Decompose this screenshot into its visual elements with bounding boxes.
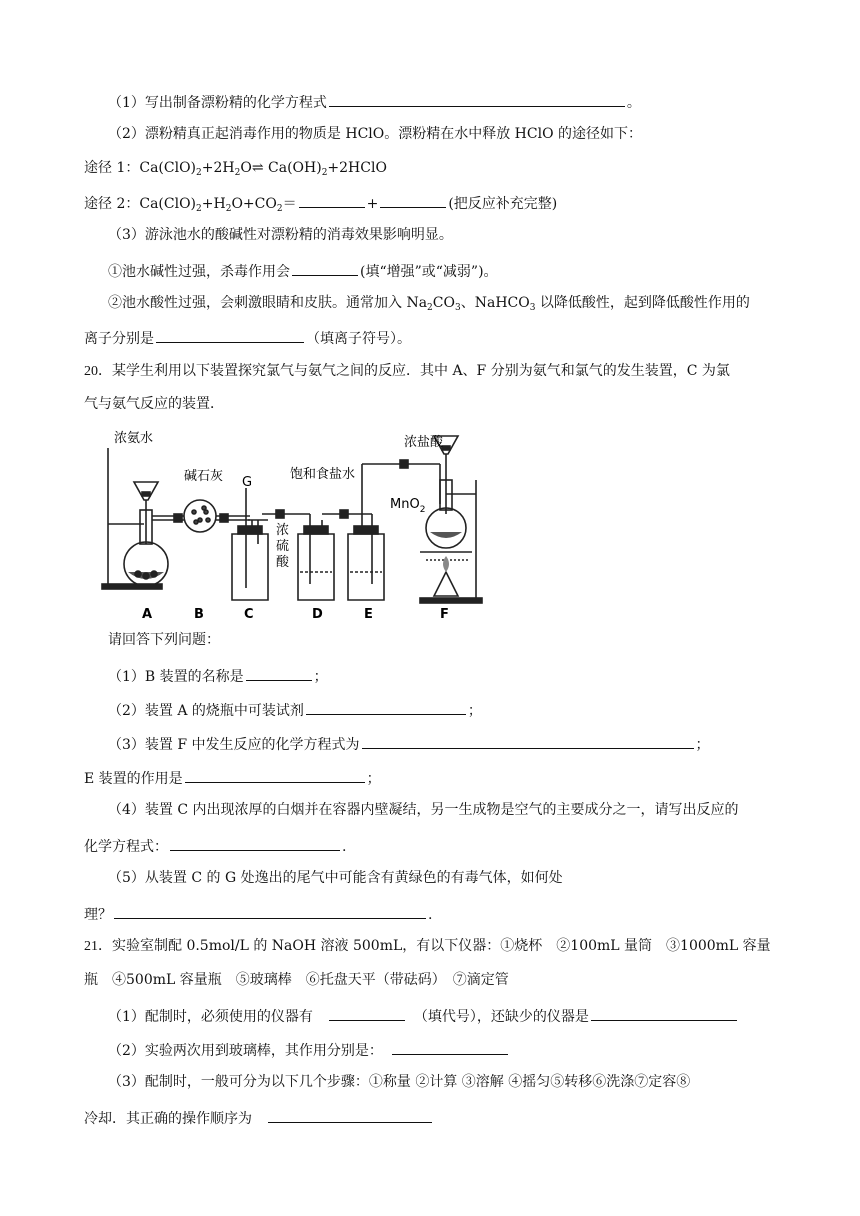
- q21-intro: 21．实验室制配 0.5mol/L 的 NaOH 溶液 500mL，有以下仪器：①烧杯 ②100mL 量筒 ③1000mL 容量: [84, 938, 771, 954]
- q21-sub3-line2: 冷却．其正确的操作顺序为: [84, 1106, 434, 1129]
- label-soda-lime: 碱石灰: [184, 469, 224, 484]
- answer-blank[interactable]: [268, 1106, 432, 1123]
- label-hcl: 浓盐酸: [404, 435, 444, 450]
- alcohol-lamp: [434, 572, 458, 596]
- q19-part3: （3）游泳池水的酸碱性对漂粉精的消毒效果影响明显。: [108, 227, 453, 243]
- answer-blank[interactable]: [292, 259, 358, 276]
- answer-blank[interactable]: [380, 191, 446, 208]
- answer-blank[interactable]: [591, 1004, 737, 1021]
- q20-sub3b: E 装置的作用是 ；: [84, 766, 381, 789]
- drying-ball-b: [184, 500, 216, 532]
- q21-intro-line2: 瓶 ④500mL 容量瓶 ⑤玻璃棒 ⑥托盘天平（带砝码） ⑦滴定管: [84, 972, 509, 988]
- label-g: G: [242, 475, 253, 490]
- label-brine: 饱和食盐水: [290, 467, 356, 482]
- q19-part1: （1）写出制备漂粉精的化学方程式 。: [108, 90, 641, 113]
- label-conc-acid-2: 硫: [276, 539, 290, 554]
- caption-a: A: [142, 607, 153, 622]
- label-conc-acid-1: 浓: [276, 523, 290, 538]
- q20-sub4-line2: 化学方程式： .: [84, 834, 346, 857]
- q19-part3a: ①池水碱性过强，杀毒作用会 (填“增强”或“减弱”)。: [108, 259, 498, 282]
- q19-part3b: ②池水酸性过强，会刺激眼睛和皮肤。通常加入 $Na_2CO_3$、NaHCO$_3$ 以降低酸性，起到降低酸性作用的: [108, 295, 750, 313]
- q20-sub5-line2: 理？ .: [84, 902, 432, 925]
- q19-route1: 途径 1：$Ca(ClO)_2+2H_2O\rightleftharpoons$ $Ca(OH)_2+2HClO$: [84, 160, 387, 178]
- answer-blank[interactable]: [299, 191, 365, 208]
- answer-blank[interactable]: [170, 834, 340, 851]
- q20-sub1: （1）B 装置的名称是 ；: [108, 664, 328, 687]
- bottle-d: [298, 534, 334, 600]
- q19-route2: 途径 2：$Ca(ClO)_2+H_2O+CO_2=$ + (把反应补充完整): [84, 191, 557, 214]
- label-conc-acid-3: 酸: [276, 555, 290, 570]
- q20-sub5: （5）从装置 C 的 G 处逸出的尾气中可能含有黄绿色的有毒气体，如何处: [108, 870, 563, 886]
- answer-blank[interactable]: [246, 664, 312, 681]
- q20-ask: 请回答下列问题：: [108, 632, 220, 648]
- q20-sub3: （3）装置 F 中发生反应的化学方程式为 ；: [108, 732, 710, 755]
- answer-blank[interactable]: [185, 766, 365, 783]
- bottle-c: [232, 534, 268, 600]
- q20-intro: 20．某学生利用以下装置探究氯气与氨气之间的反应．其中 A、F 分别为氨气和氯气的发生装置，C 为氯: [84, 363, 730, 379]
- label-ammonia: 浓氨水: [114, 431, 154, 446]
- q21-sub1: （1）配制时，必须使用的仪器有 （填代号），还缺少的仪器是: [108, 1004, 739, 1027]
- q20-intro-line2: 气与氨气反应的装置．: [84, 396, 224, 412]
- funnel-a: [134, 482, 158, 500]
- answer-blank[interactable]: [329, 90, 625, 107]
- q20-sub2: （2）装置 A 的烧瓶中可装试剂 ；: [108, 698, 482, 721]
- answer-blank[interactable]: [114, 902, 426, 919]
- answer-blank[interactable]: [329, 1004, 405, 1021]
- answer-blank[interactable]: [362, 732, 694, 749]
- q19-part2: （2）漂粉精真正起消毒作用的物质是 HClO。漂粉精在水中释放 HClO 的途径如下：: [108, 126, 643, 142]
- apparatus-diagram: [100, 424, 488, 622]
- caption-d: D: [312, 607, 323, 622]
- answer-blank[interactable]: [306, 698, 466, 715]
- caption-b: B: [194, 607, 204, 622]
- caption-c: C: [244, 607, 254, 622]
- q19-part3b-line2: 离子分别是 （填离子符号）。: [84, 326, 411, 349]
- bottle-e: [348, 534, 384, 600]
- q21-sub2: （2）实验两次用到玻璃棒，其作用分别是：: [108, 1038, 510, 1061]
- caption-e: E: [364, 607, 373, 622]
- answer-blank[interactable]: [156, 326, 304, 343]
- q20-sub4: （4）装置 C 内出现浓厚的白烟并在容器内壁凝结，另一生成物是空气的主要成分之一，请写出反应的: [108, 802, 739, 818]
- answer-blank[interactable]: [392, 1038, 508, 1055]
- caption-f: F: [440, 607, 449, 622]
- q21-sub3: （3）配制时，一般可分为以下几个步骤：①称量 ②计算 ③溶解 ④摇匀⑤转移⑥洗涤⑦定容⑧: [108, 1074, 691, 1090]
- label-mno2: MnO$_2$: [390, 497, 426, 515]
